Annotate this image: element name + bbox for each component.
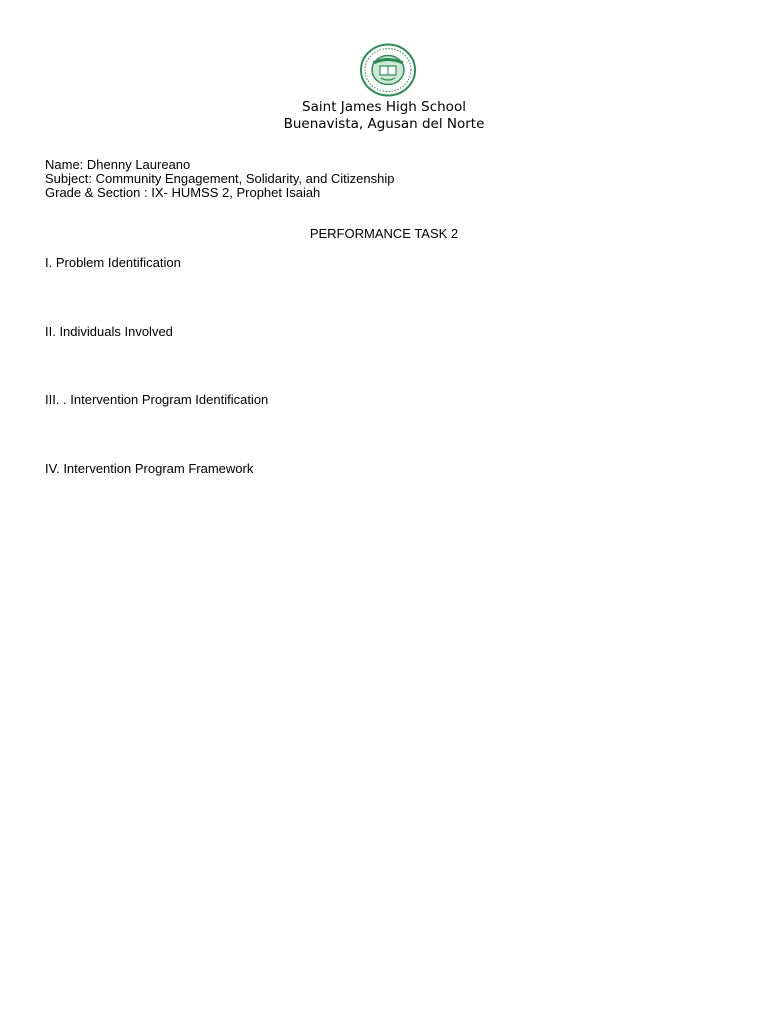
subject-line: Subject: Community Engagement, Solidarity, and Citizenship xyxy=(45,171,395,186)
school-name: Saint James High School xyxy=(302,99,466,115)
task-title: PERFORMANCE TASK 2 xyxy=(309,226,459,241)
grade-section-line: Grade & Section : IX- HUMSS 2, Prophet Isaiah xyxy=(45,185,321,200)
student-name-line: Name: Dhenny Laureano xyxy=(45,157,191,172)
section-individuals-involved: II. Individuals Involved xyxy=(45,324,173,339)
section-intervention-program-identification: III. . Intervention Program Identification xyxy=(45,392,269,407)
section-intervention-program-framework: IV. Intervention Program Framework xyxy=(45,461,254,476)
school-seal-logo xyxy=(359,43,417,97)
section-problem-identification: I. Problem Identification xyxy=(45,255,181,270)
school-address: Buenavista, Agusan del Norte xyxy=(283,116,485,132)
